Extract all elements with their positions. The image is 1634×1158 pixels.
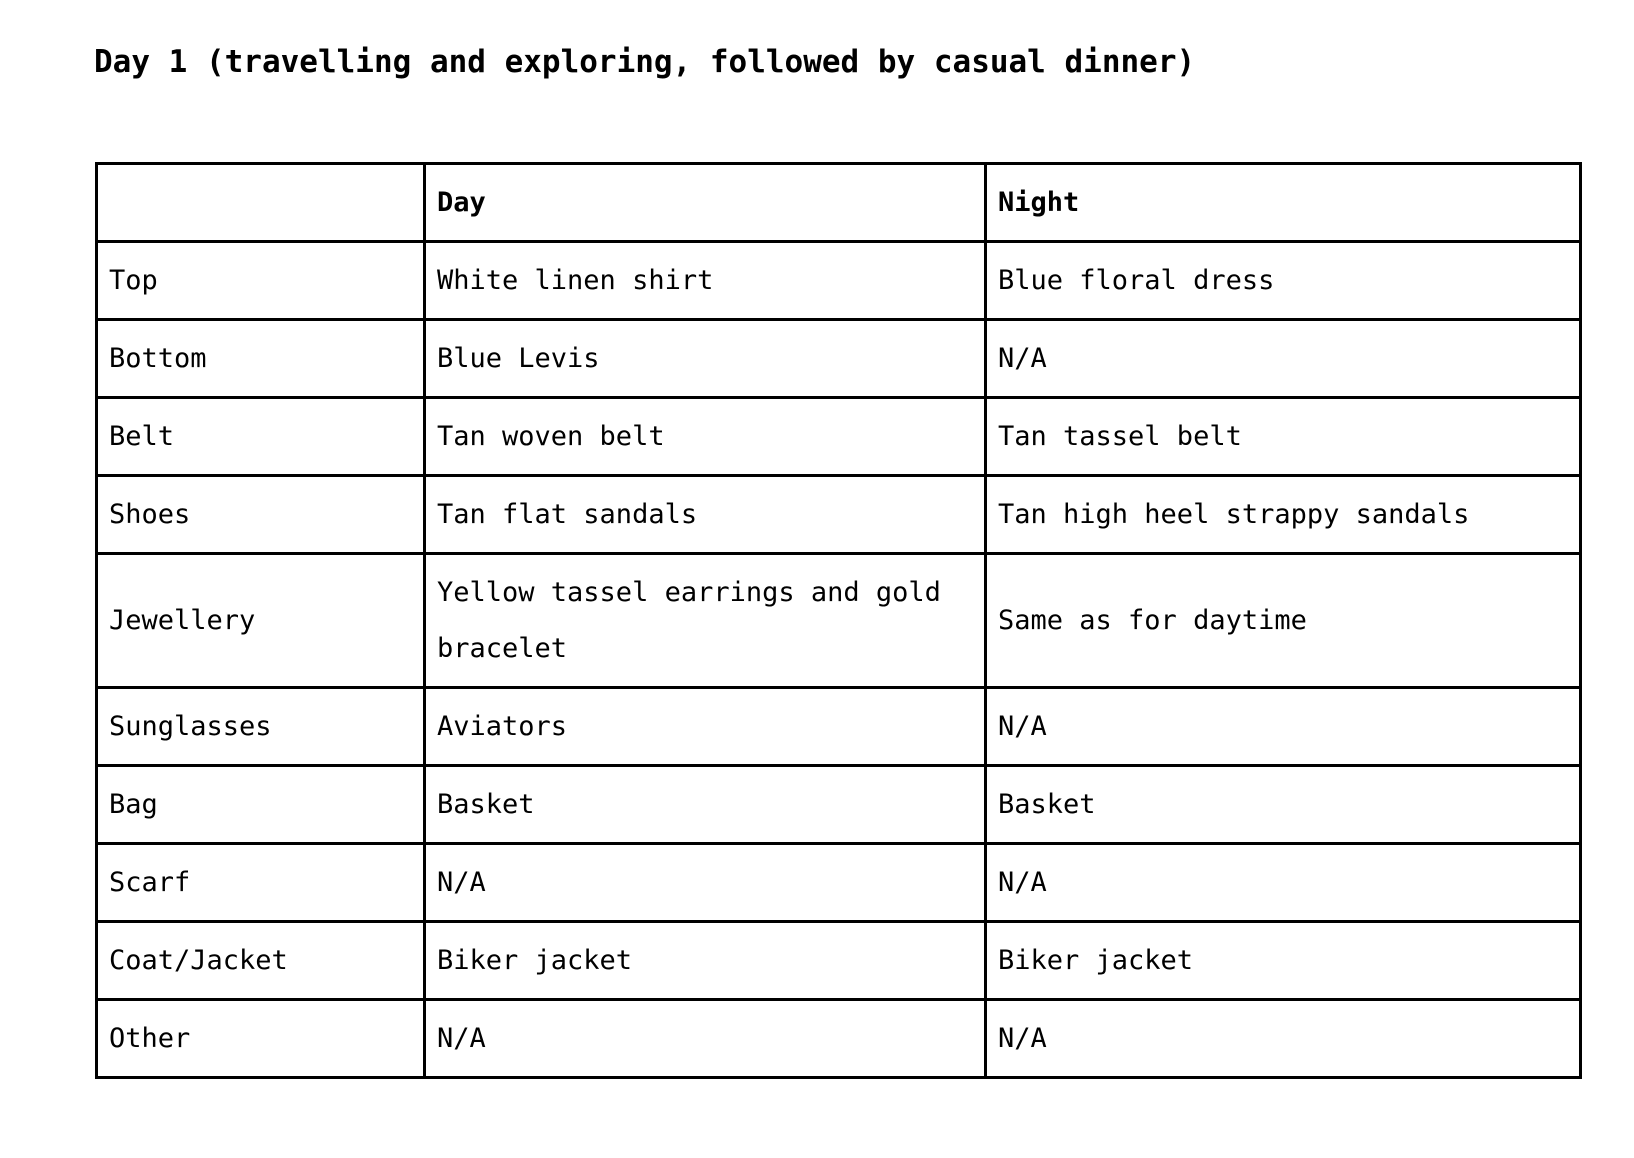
table-row <box>97 320 1581 398</box>
day-cell: White linen shirt <box>425 242 986 320</box>
table-row <box>97 554 1581 688</box>
night-cell: Tan tassel belt <box>986 398 1581 476</box>
night-cell: Blue floral dress <box>986 242 1581 320</box>
row-label: Scarf <box>97 844 425 922</box>
day-cell: Tan flat sandals <box>425 476 986 554</box>
row-label: Bag <box>97 766 425 844</box>
day-cell: Biker jacket <box>425 922 986 1000</box>
row-label: Shoes <box>97 476 425 554</box>
night-cell: Tan high heel strappy sandals <box>986 476 1581 554</box>
day-cell: N/A <box>425 1000 986 1078</box>
outfit-table <box>95 162 1582 1079</box>
day-cell: Blue Levis <box>425 320 986 398</box>
night-cell: Same as for daytime <box>986 554 1581 688</box>
page-title: Day 1 (travelling and exploring, followed by casual dinner) <box>94 44 1196 80</box>
day-cell: N/A <box>425 844 986 922</box>
day-cell: Basket <box>425 766 986 844</box>
header-cell-night: Night <box>986 164 1581 242</box>
row-label: Top <box>97 242 425 320</box>
night-cell: Biker jacket <box>986 922 1581 1000</box>
header-cell-day: Day <box>425 164 986 242</box>
row-label: Coat/Jacket <box>97 922 425 1000</box>
table-row <box>97 688 1581 766</box>
header-cell-blank <box>97 164 425 242</box>
table-row <box>97 922 1581 1000</box>
table-row <box>97 398 1581 476</box>
table-row <box>97 1000 1581 1078</box>
night-cell: N/A <box>986 844 1581 922</box>
table-row <box>97 242 1581 320</box>
row-label: Belt <box>97 398 425 476</box>
day-cell: Tan woven belt <box>425 398 986 476</box>
table-row <box>97 476 1581 554</box>
night-cell: N/A <box>986 320 1581 398</box>
day-cell: Yellow tassel earrings and gold bracelet <box>425 554 986 688</box>
row-label: Sunglasses <box>97 688 425 766</box>
night-cell: Basket <box>986 766 1581 844</box>
row-label: Bottom <box>97 320 425 398</box>
table-header-row <box>97 164 1581 242</box>
row-label: Jewellery <box>97 554 425 688</box>
night-cell: N/A <box>986 688 1581 766</box>
night-cell: N/A <box>986 1000 1581 1078</box>
row-label: Other <box>97 1000 425 1078</box>
day-cell: Aviators <box>425 688 986 766</box>
table-row <box>97 766 1581 844</box>
table-row <box>97 844 1581 922</box>
